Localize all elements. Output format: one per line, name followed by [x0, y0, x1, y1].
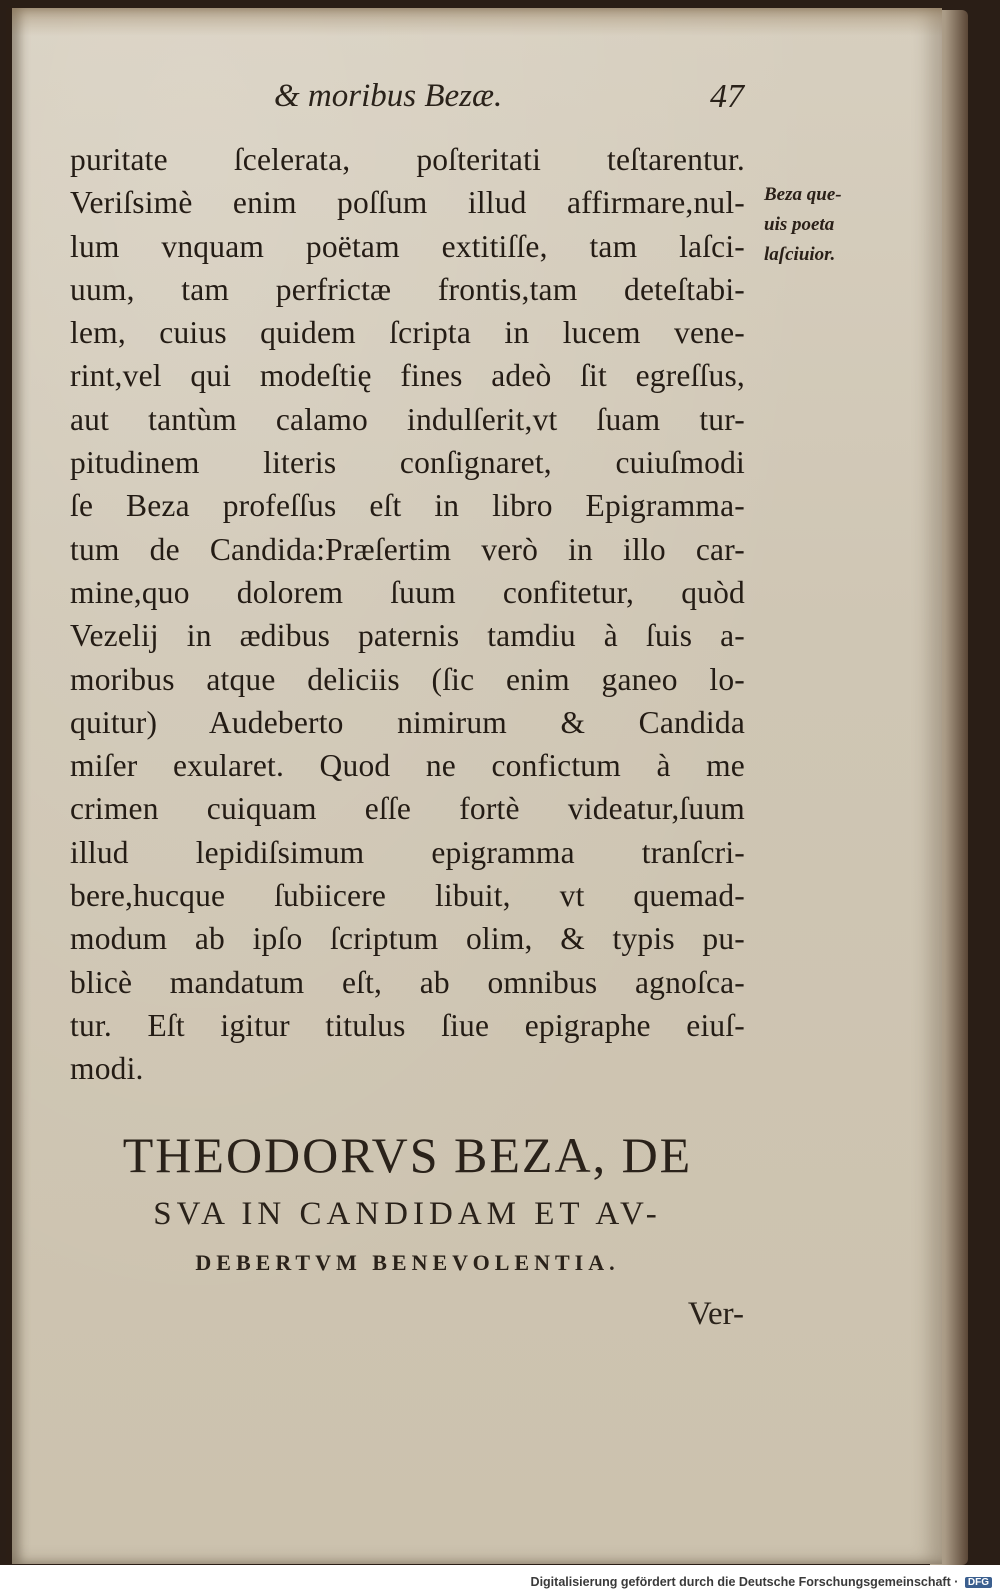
body-line: miſer exularet. Quod ne confictum à me	[70, 748, 745, 784]
section-heading-sub: SVA IN CANDIDAM ET AV-	[153, 1196, 662, 1232]
footer-credit-text: Digitalisierung gefördert durch die Deutsche Forschungsgemeinschaft ·	[530, 1575, 959, 1589]
body-line: ſe Beza profeſſus eſt in libro Epigramma-	[70, 488, 745, 524]
running-title: & moribus Bezæ.	[274, 78, 503, 114]
body-line: illud lepidiſsimum epigramma tranſcri-	[70, 834, 745, 870]
footer-bar	[0, 1565, 1000, 1595]
body-line: rint,vel qui modeſtię fines adeò ſit egreſſus,	[70, 358, 745, 394]
body-line: mine,quo dolorem ſuum confitetur, quòd	[70, 574, 745, 610]
body-line: moribus atque deliciis (ſic enim ganeo lo-	[70, 661, 745, 697]
body-line: puritate ſcelerata, poſteritati teſtarentur.	[70, 142, 745, 177]
body-line: crimen cuiquam eſſe fortè videatur,ſuum	[70, 791, 745, 827]
body-line: blicè mandatum eſt, ab omnibus agnoſca-	[70, 964, 745, 1000]
body-line: bere,hucque ſubiicere libuit, vt quemad-	[70, 878, 745, 914]
margin-note-line: uis poeta	[764, 214, 835, 235]
body-line: modi.	[70, 1051, 144, 1087]
running-head	[274, 78, 744, 128]
dfg-logo: DFG	[965, 1577, 992, 1588]
body-line: tum de Candida:Præſertim verò in illo car-	[70, 531, 745, 567]
section-heading-sub2: DEBERTVM BENEVOLENTIA.	[195, 1250, 620, 1275]
body-line: quitur) Audeberto nimirum & Candida	[70, 704, 745, 740]
margin-note	[764, 180, 894, 270]
body-line: Veriſsimè enim poſſum illud affirmare,nul-	[70, 185, 745, 221]
body-text	[70, 138, 745, 1091]
body-line: pitudinem literis conſignaret, cuiuſmodi	[70, 445, 745, 481]
section-heading-main: THEODORVS BEZA, DE	[122, 1127, 693, 1183]
body-line: aut tantùm calamo indulſerit,vt ſuam tur-	[70, 401, 745, 437]
body-line: Vezelij in ædibus paternis tamdiu à ſuis a-	[70, 618, 745, 654]
body-line: tur. Eſt igitur titulus ſiue epigraphe eiuſ-	[70, 1007, 745, 1043]
catchword: Ver-	[687, 1296, 744, 1332]
footer-credit	[531, 1575, 992, 1589]
body-line: lem, cuius quidem ſcripta in lucem vene-	[70, 315, 745, 351]
body-line: uum, tam perfrictæ frontis,tam deteſtabi-	[70, 271, 745, 307]
page-number: 47	[710, 78, 744, 115]
book-page	[6, 8, 942, 1564]
margin-note-line: laſciuior.	[764, 244, 836, 265]
body-line: lum vnquam poëtam extitiſſe, tam laſci-	[70, 228, 745, 264]
margin-note-line: Beza que-	[764, 184, 842, 205]
body-line: modum ab ipſo ſcriptum olim, & typis pu-	[70, 921, 745, 957]
